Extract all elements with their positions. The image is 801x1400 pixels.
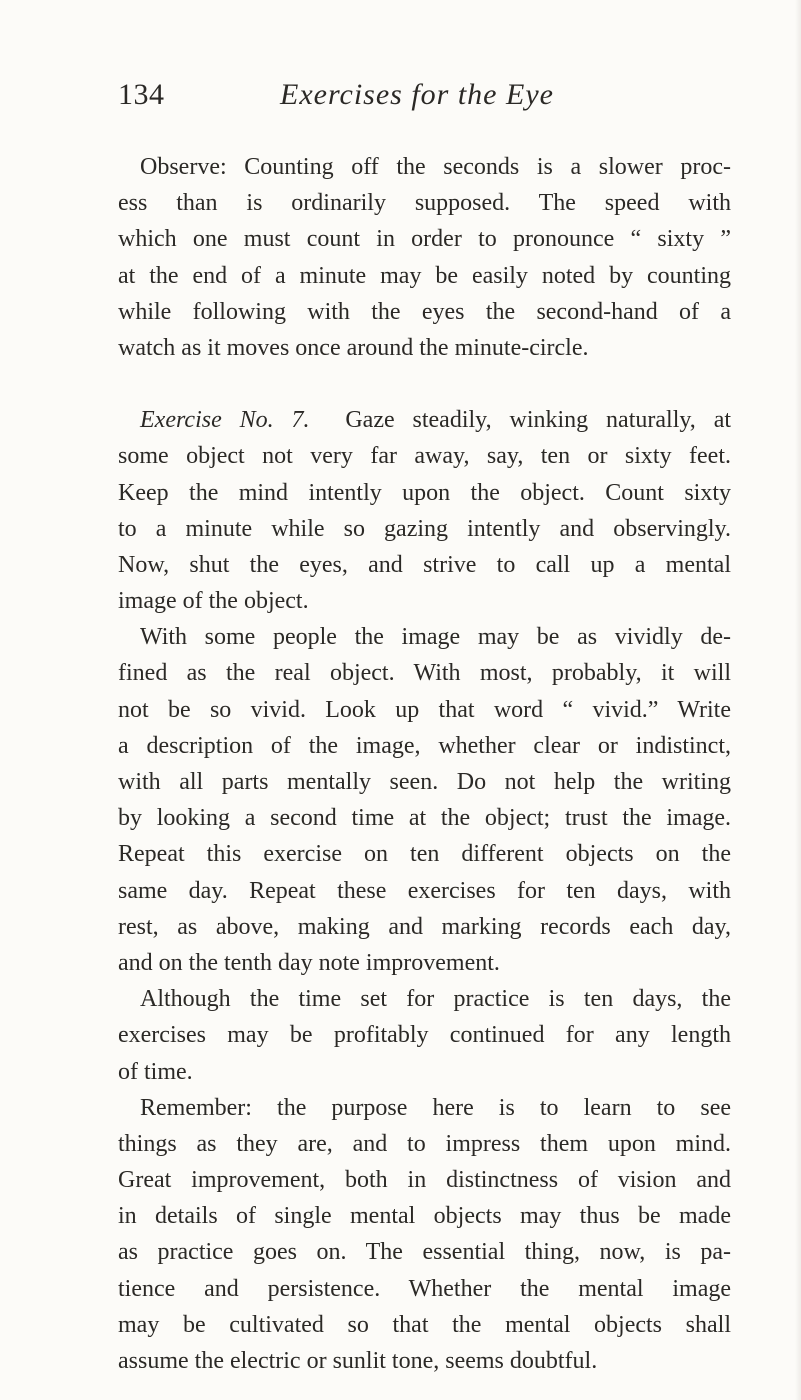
text-line: which one must count in order to pronounce “ sixty ” <box>118 226 731 253</box>
text-line-exercise-heading <box>118 402 731 438</box>
text-line: image of the object. <box>118 588 309 615</box>
running-head <box>118 78 730 118</box>
text-line: Observe: Counting off the seconds is a slower proc- <box>140 154 731 180</box>
text-line: to a minute while so gazing intently and observingly. <box>118 515 731 542</box>
text-line: exercises may be profitably continued for any length <box>118 1022 731 1049</box>
paragraph-remember <box>118 1090 731 1380</box>
text-line: Remember: the purpose here is to learn to see <box>140 1094 731 1121</box>
text-line: not be so vivid. Look up that word “ vivid.” Write <box>118 696 731 723</box>
text-line: Great improvement, both in distinctness of vision and <box>118 1167 731 1194</box>
text-line: some object not very far away, say, ten or sixty feet. <box>118 443 731 470</box>
text-line: by looking a second time at the object; trust the image. <box>118 805 731 832</box>
running-title: Exercises for the Eye <box>280 78 554 111</box>
paragraph-practice-time <box>118 981 731 1090</box>
text-line: with all parts mentally seen. Do not help the writing <box>118 769 731 795</box>
text-line: With some people the image may be as vividly de- <box>140 624 731 651</box>
paragraph-observe <box>118 149 731 366</box>
text-line: and on the tenth day note improvement. <box>118 949 500 976</box>
text-line: as practice goes on. The essential thing, now, is pa- <box>118 1239 731 1266</box>
page-number: 134 <box>118 78 165 111</box>
text-line: Although the time set for practice is ten days, the <box>140 986 731 1013</box>
text-line: Now, shut the eyes, and strive to call up a mental <box>118 551 731 578</box>
text-line: Keep the mind intently upon the object. Count sixty <box>118 479 731 506</box>
text-line: things as they are, and to impress them upon mind. <box>118 1130 731 1157</box>
paragraph-exercise-7 <box>118 402 731 619</box>
text-line: ess than is ordinarily supposed. The speed with <box>118 190 731 217</box>
paragraph-vividness <box>118 619 731 981</box>
page-edge-shadow <box>795 0 801 1400</box>
exercise-label: Exercise No. 7. <box>140 407 310 434</box>
text-line: in details of single mental objects may thus be made <box>118 1203 731 1230</box>
text-line: Repeat this exercise on ten different objects on the <box>118 841 731 868</box>
text-line: may be cultivated so that the mental objects shall <box>118 1311 731 1338</box>
text-line: same day. Repeat these exercises for ten days, with <box>118 877 731 904</box>
text-line: a description of the image, whether clear or indistinct, <box>118 732 731 759</box>
text-line: while following with the eyes the second-hand of a <box>118 298 731 325</box>
body-text <box>118 149 731 1379</box>
text-line: fined as the real object. With most, probably, it will <box>118 660 731 687</box>
text-line: tience and persistence. Whether the mental image <box>118 1275 731 1302</box>
text-line: at the end of a minute may be easily noted by counting <box>118 262 731 289</box>
text-line: of time. <box>118 1058 193 1085</box>
text-line: watch as it moves once around the minute-circle. <box>118 334 589 361</box>
text-line-fragment: Gaze steadily, winking naturally, at <box>345 407 732 434</box>
text-line: rest, as above, making and marking records each day, <box>118 913 731 940</box>
text-line: assume the electric or sunlit tone, seems doubtful. <box>118 1348 598 1374</box>
